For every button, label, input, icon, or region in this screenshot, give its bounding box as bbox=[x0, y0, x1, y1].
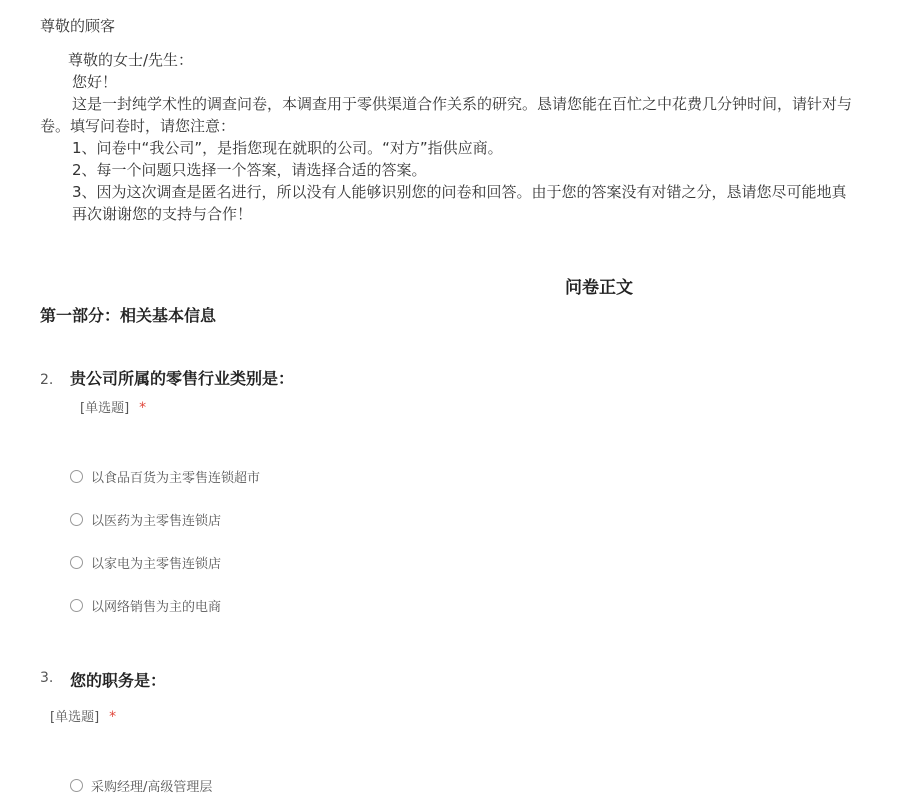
radio-button[interactable] bbox=[70, 599, 83, 612]
radio-button[interactable] bbox=[70, 470, 83, 483]
radio-option[interactable] bbox=[70, 553, 221, 572]
intro-paragraph-line1: 这是一封纯学术性的调查问卷，本调查用于零供渠道合作关系的研究。恳请您能在百忙之中花费几分钟时间，请针对与 bbox=[72, 95, 853, 113]
required-asterisk: * bbox=[139, 400, 147, 416]
question-type-row bbox=[80, 397, 146, 416]
radio-button[interactable] bbox=[70, 513, 83, 526]
radio-option-label: 以食品百货为主零售连锁超市 bbox=[91, 471, 261, 486]
intro-thanks: 再次谢谢您的支持与合作！ bbox=[72, 205, 253, 223]
required-asterisk: * bbox=[109, 709, 117, 725]
question-number: 3. bbox=[40, 670, 54, 686]
radio-button[interactable] bbox=[70, 556, 83, 569]
intro-note-3: 3、因为这次调查是匿名进行，所以没有人能够识别您的问卷和回答。由于您的答案没有对错之分，恳请您尽可能地真 bbox=[72, 183, 847, 201]
intro-paragraph-line2: 卷。填写问卷时，请您注意： bbox=[40, 117, 236, 135]
question-type-label: [单选题] bbox=[50, 710, 100, 725]
radio-option-label: 采购经理/高级管理层 bbox=[91, 780, 213, 795]
radio-option[interactable] bbox=[70, 776, 212, 795]
intro-salutation: 尊敬的女士/先生： bbox=[68, 51, 194, 69]
questionnaire-body-title: 问卷正文 bbox=[565, 278, 633, 298]
radio-option-label: 以医药为主零售连锁店 bbox=[91, 514, 222, 529]
radio-option[interactable] bbox=[70, 467, 260, 486]
radio-option-label: 以家电为主零售连锁店 bbox=[91, 557, 222, 572]
intro-hello: 您好！ bbox=[72, 73, 118, 91]
question-type-row bbox=[50, 706, 116, 725]
question-number: 2. bbox=[40, 372, 54, 388]
intro-note-2: 2、每一个问题只选择一个答案，请选择合适的答案。 bbox=[72, 161, 427, 179]
question-type-label: [单选题] bbox=[80, 401, 130, 416]
radio-button[interactable] bbox=[70, 779, 83, 792]
radio-option-label: 以网络销售为主的电商 bbox=[91, 600, 222, 615]
intro-note-1: 1、问卷中“我公司”，是指您现在就职的公司。“对方”指供应商。 bbox=[72, 139, 503, 157]
question-title: 您的职务是： bbox=[70, 671, 167, 690]
radio-option[interactable] bbox=[70, 596, 221, 615]
question-title: 贵公司所属的零售行业类别是： bbox=[70, 369, 295, 388]
part1-title: 第一部分：相关基本信息 bbox=[40, 306, 217, 325]
radio-option[interactable] bbox=[70, 510, 221, 529]
survey-greeting: 尊敬的顾客 bbox=[40, 17, 116, 35]
